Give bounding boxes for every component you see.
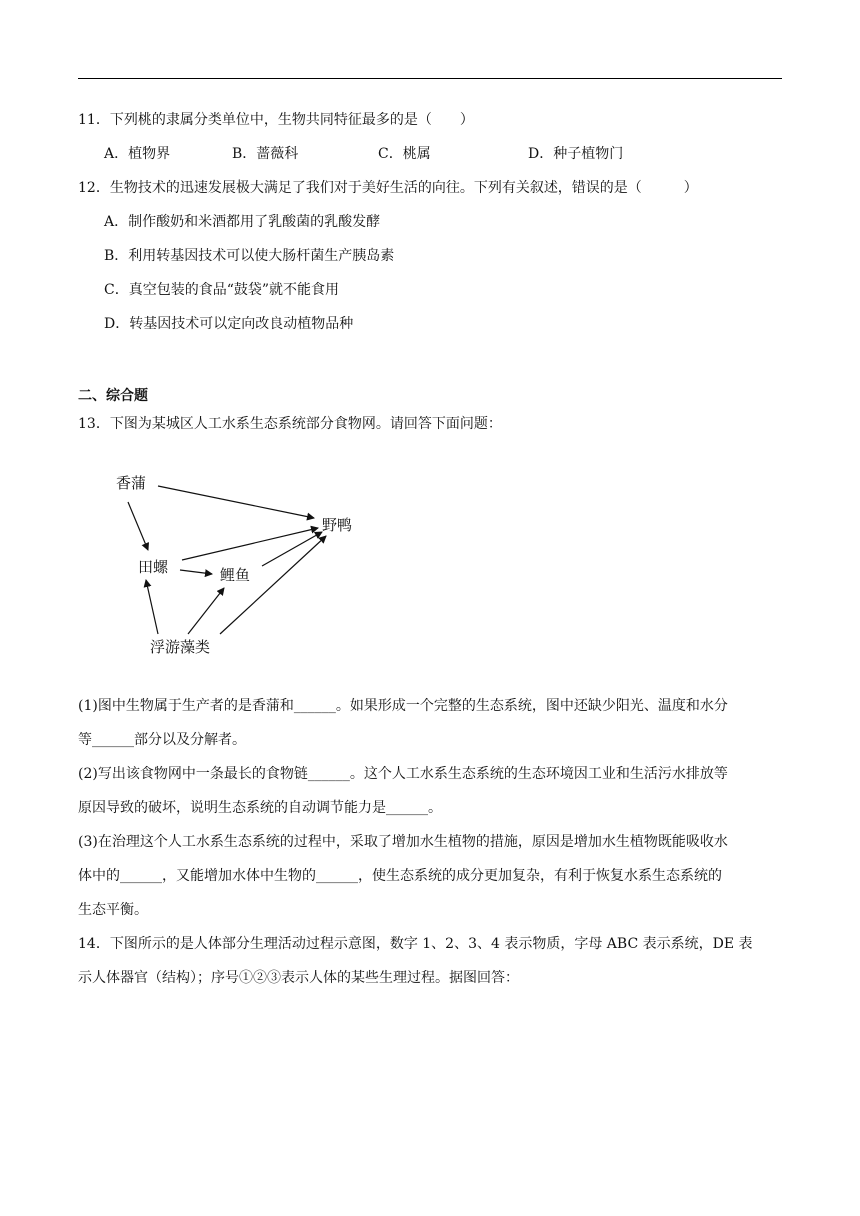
node-carp: 鲤鱼: [220, 566, 251, 584]
arrow-snail-to-duck: [182, 528, 318, 560]
arrow-algae-to-carp: [188, 588, 224, 634]
node-snail: 田螺: [138, 558, 169, 576]
node-algae: 浮游藻类: [150, 638, 211, 656]
arrow-carp-to-duck: [262, 532, 322, 566]
food-web-diagram: [100, 462, 380, 672]
q14-stem-line2: 示人体器官（结构）；序号①②③表示人体的某些生理过程。据图回答：: [78, 970, 519, 986]
q12-stem: 12．生物技术的迅速发展极大满足了我们对于美好生活的向往。下列有关叙述，错误的是（ ）: [78, 180, 698, 196]
q13-part3-line2: 体中的______，又能增加水体中生物的______，使生态系统的成分更加复杂，有利于恢复水系生态系统的: [78, 868, 722, 884]
q12-option-a: A．制作酸奶和米酒都用了乳酸菌的乳酸发酵: [104, 214, 381, 230]
arrow-cattail-to-snail: [128, 502, 148, 550]
arrow-algae-to-snail: [146, 580, 158, 634]
q13-part1-line1: (1)图中生物属于生产者的是香蒲和______。如果形成一个完整的生态系统，图中还缺少阳光、温度和水分: [78, 698, 728, 714]
q11-option-b: B．蔷薇科: [232, 146, 299, 162]
q12-option-c: C．真空包装的食品“鼓袋”就不能食用: [104, 282, 340, 298]
header-rule: [78, 78, 782, 79]
q13-part2-line2: 原因导致的破坏，说明生态系统的自动调节能力是______。: [78, 800, 442, 816]
q13-part3-line3: 生态平衡。: [78, 902, 148, 918]
section-heading: 二、综合题: [78, 388, 148, 404]
arrow-snail-to-carp: [180, 570, 212, 574]
q13-stem: 13．下图为某城区人工水系生态系统部分食物网。请回答下面问题：: [78, 416, 502, 432]
q11-stem: 11．下列桃的隶属分类单位中，生物共同特征最多的是（ ）: [78, 112, 474, 128]
q13-part3-line1: (3)在治理这个人工水系生态系统的过程中，采取了增加水生植物的措施，原因是增加水生植物既能吸收水: [78, 834, 728, 850]
q13-part1-line2: 等______部分以及分解者。: [78, 732, 246, 748]
arrow-cattail-to-duck: [158, 486, 314, 518]
q11-option-a: A．植物界: [104, 146, 171, 162]
node-duck: 野鸭: [322, 516, 353, 534]
q13-part2-line1: (2)写出该食物网中一条最长的食物链______。这个人工水系生态系统的生态环境因工业和生活污水排放等: [78, 766, 728, 782]
q12-option-d: D．转基因技术可以定向改良动植物品种: [104, 316, 354, 332]
q12-option-b: B．利用转基因技术可以使大肠杆菌生产胰岛素: [104, 248, 395, 264]
arrow-algae-to-duck: [220, 536, 326, 634]
node-cattail: 香蒲: [116, 474, 147, 492]
q14-stem-line1: 14．下图所示的是人体部分生理活动过程示意图，数字 1、2、3、4 表示物质，字母 ABC 表示系统，DE 表: [78, 936, 753, 952]
q11-option-c: C．桃属: [378, 146, 431, 162]
q11-option-d: D．种子植物门: [528, 146, 624, 162]
